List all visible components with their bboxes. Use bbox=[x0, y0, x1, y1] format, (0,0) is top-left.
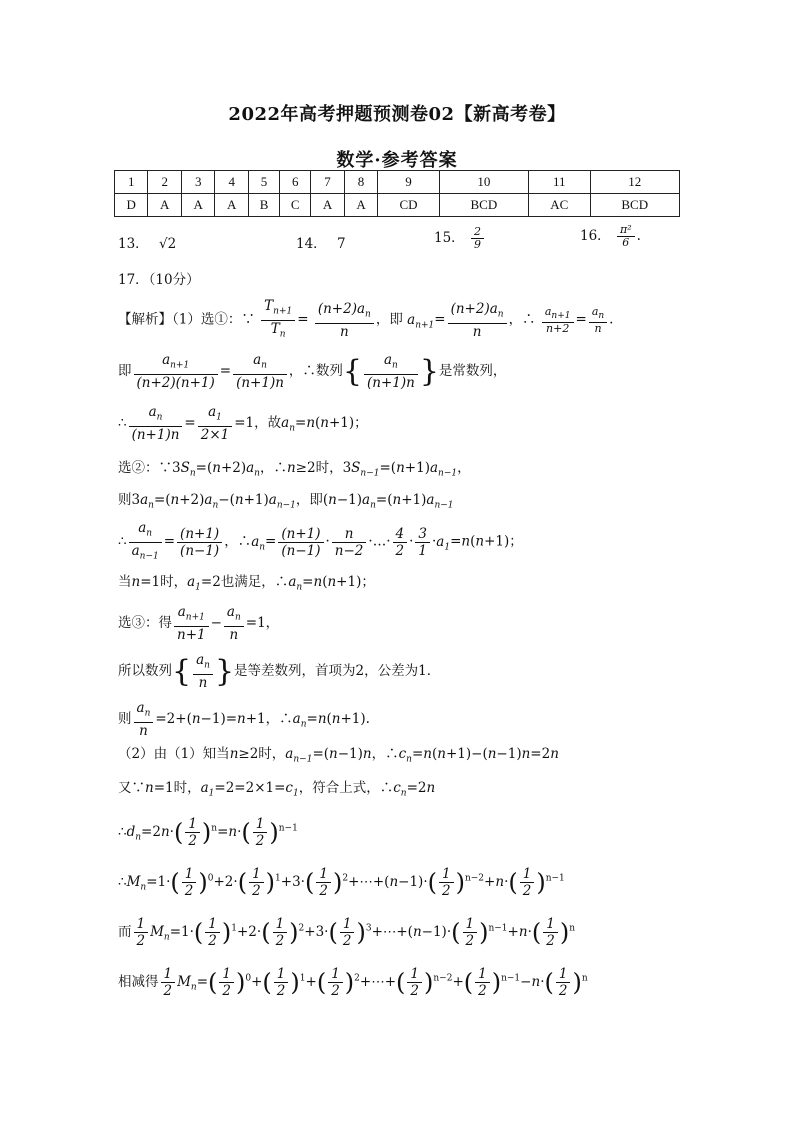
solution-line-2: 即 $\frac{a_{n+1}}{(n+2)(n+1)}$ = $\frac{a_n}{(n+1)n}$ ，∴数列{ $\frac{a_n}{(n+1)n}$ }是常数列， bbox=[118, 352, 507, 391]
solution-line-9: 所以数列{ $\frac{a_n}{n}$ }是等差数列，首项为2，公差为1． bbox=[118, 652, 441, 691]
table-cell-answer: A bbox=[148, 194, 181, 217]
table-cell-answer: CD bbox=[378, 194, 439, 217]
table-cell-number: 11 bbox=[529, 171, 590, 194]
solution-line-1: 【解析】（1）选①：∵ $\frac{T_{n+1}}{T_n}$ = $\frac{(n+2)a_n}{n}$ ，即 $a_{n+1}=$ $\frac{(n+2)a_n}{n}$ ，∴ $\frac{a_{n+1}}{n+2}$ = $\frac{a_n}{n}$ . bbox=[118, 298, 614, 340]
table-cell-number: 1 bbox=[115, 171, 148, 194]
solution-line-11: （2）由（1）知当n≥2时，$a_{n-1}=(n-1)n$，$\therefore c_n=n(n+1)-(n-1)n=2n$ bbox=[118, 746, 559, 765]
table-cell-answer: A bbox=[215, 194, 248, 217]
table-cell-answer: AC bbox=[529, 194, 590, 217]
solution-line-6: ∴ $\frac{a_n}{a_{n-1}}$ = $\frac{(n+1)}{(n-1)}$ ，$\therefore a_n=$ $\frac{(n+1)}{(n-1)}$ · $\frac{n}{n-2}$ ·…· $\frac{4}{2}$ · $\frac{3}{1}$ $\cdot a_1=n(n+1)$； bbox=[118, 520, 523, 562]
table-cell-number: 9 bbox=[378, 171, 439, 194]
solution-line-10: 则 $\frac{a_n}{n}$ =2+(n−1)=n+1，$\therefore a_n=n(n+1)$. bbox=[118, 700, 370, 739]
solution-line-16: 相减得 $\frac{1}{2}$ $M_n=$( $\frac{1}{2}$ )$^0$+( $\frac{1}{2}$ )$^1$+( $\frac{1}{2}$ )$^2$+⋯+( $\frac{1}{2}$ )$^{n-2}$+( $\frac{1}{2}$ )$^{n-1}$−n·( $\frac{1}{2}$ )$^n$ bbox=[118, 966, 588, 999]
page-subtitle: 数学·参考答案 bbox=[336, 150, 458, 171]
page-title: 2022年高考押题预测卷02【新高考卷】 bbox=[228, 104, 566, 125]
fill-in-15: 15． $\frac{2}{9}$ bbox=[434, 226, 486, 251]
table-cell-number: 8 bbox=[344, 171, 377, 194]
table-cell-number: 7 bbox=[311, 171, 344, 194]
solution-line-5: 则$3a_n=(n+2)a_n-(n+1)a_{n-1}$，即$(n-1)a_n=(n+1)a_{n-1}$ bbox=[118, 492, 454, 511]
table-cell-answer: A bbox=[181, 194, 214, 217]
table-cell-number: 6 bbox=[280, 171, 311, 194]
fill-in-13: 13． √2 bbox=[118, 236, 177, 252]
fill-in-16: 16． $\frac{\text{π²}}{6}$ . bbox=[580, 223, 641, 249]
table-cell-answer: C bbox=[280, 194, 311, 217]
solution-line-12: 又∵n=1时，$a_1=2=2\times 1=c_1$，符合上式，$\therefore c_n=2n$ bbox=[118, 780, 436, 799]
table-row-numbers bbox=[115, 171, 680, 194]
table-cell-number: 4 bbox=[215, 171, 248, 194]
solution-line-14: $\therefore M_n=1\cdot$( $\frac{1}{2}$ )$^0$+2·( $\frac{1}{2}$ )$^1$+3·( $\frac{1}{2}$ )$^2$+⋯+(n−1)·( $\frac{1}{2}$ )$^{n-2}$+n·( $\frac{1}{2}$ )$^{n-1}$ bbox=[118, 866, 565, 899]
fill-in-14: 14． 7 bbox=[296, 236, 346, 252]
solution-line-7: 当n=1时，$a_1=2$也满足，$\therefore a_n=n(n+1)$； bbox=[118, 574, 375, 593]
solution-line-13: $\therefore d_n=2n\cdot$( $\frac{1}{2}$ )$^n$=n·( $\frac{1}{2}$ )$^{n-1}$ bbox=[118, 816, 298, 849]
table-cell-number: 12 bbox=[590, 171, 679, 194]
solution-line-8: 选③：得 $\frac{a_{n+1}}{n+1}$ − $\frac{a_n}{n}$ =1， bbox=[118, 604, 280, 643]
table-cell-number: 10 bbox=[439, 171, 528, 194]
table-cell-number: 5 bbox=[248, 171, 279, 194]
table-cell-answer: D bbox=[115, 194, 148, 217]
table-cell-answer: BCD bbox=[590, 194, 679, 217]
table-cell-number: 3 bbox=[181, 171, 214, 194]
q17-header: 17．（10分） bbox=[118, 272, 200, 288]
solution-line-3: ∴ $\frac{a_n}{(n+1)n}$ = $\frac{a_1}{2\times 1}$ =1，故$a_n=n(n+1)$； bbox=[118, 404, 368, 443]
table-cell-number: 2 bbox=[148, 171, 181, 194]
table-cell-answer: A bbox=[344, 194, 377, 217]
solution-line-4: 选②：$\because 3S_n=(n+2)a_n$，∴n≥2时，$3S_{n-1}=(n+1)a_{n-1}$， bbox=[118, 460, 471, 479]
table-cell-answer: BCD bbox=[439, 194, 528, 217]
table-cell-answer: B bbox=[248, 194, 279, 217]
table-cell-answer: A bbox=[311, 194, 344, 217]
table-row-answers bbox=[115, 194, 680, 217]
answer-table bbox=[114, 170, 680, 217]
solution-line-15: 而 $\frac{1}{2}$ $M_n=1\cdot$( $\frac{1}{2}$ )$^1$+2·( $\frac{1}{2}$ )$^2$+3·( $\frac{1}{2}$ )$^3$+⋯+(n−1)·( $\frac{1}{2}$ )$^{n-1}$+n·( $\frac{1}{2}$ )$^n$ bbox=[118, 916, 575, 949]
